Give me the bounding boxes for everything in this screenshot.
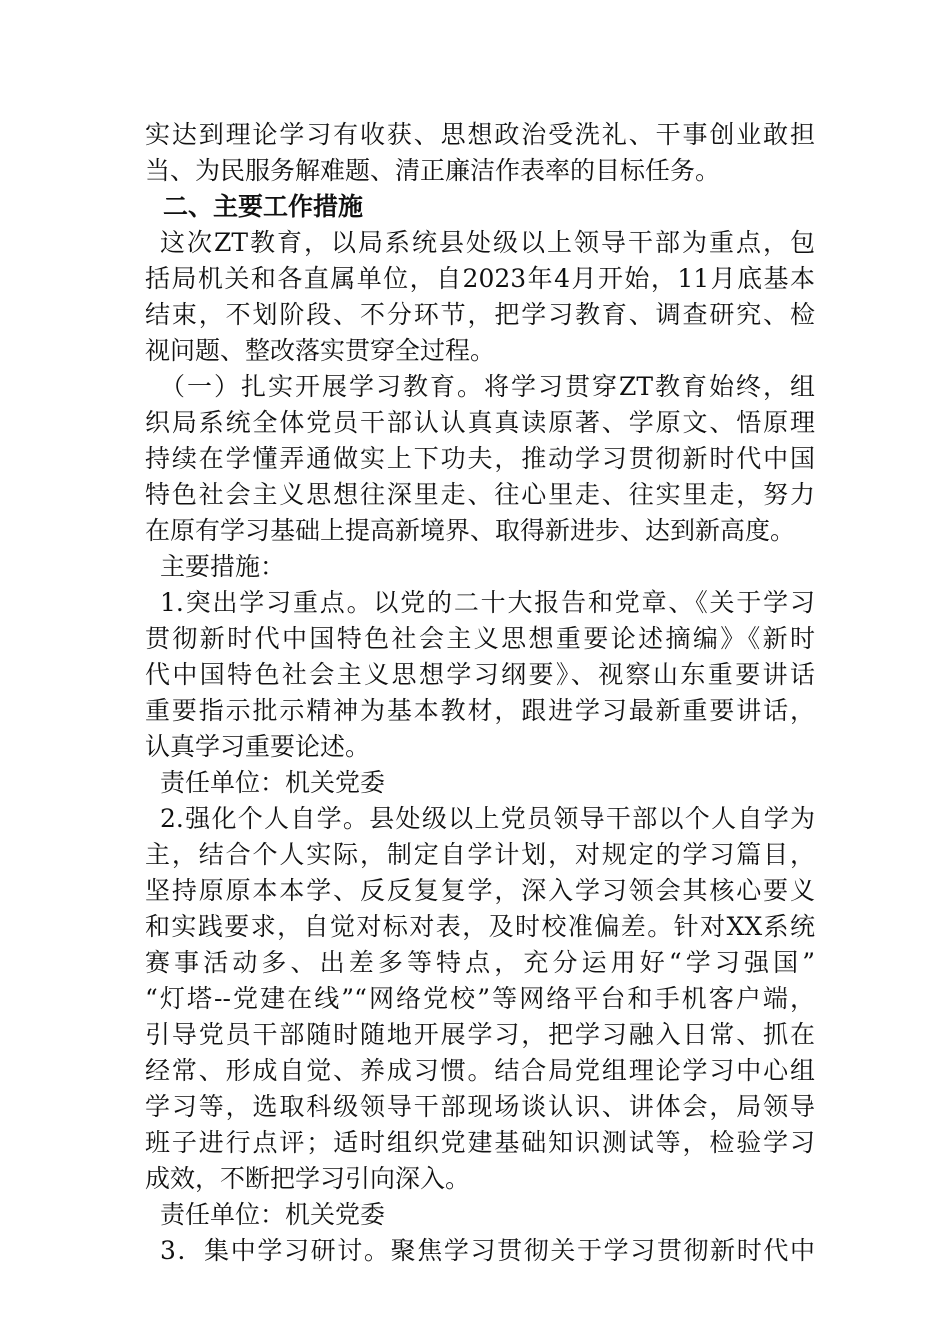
paragraph-line: 引导党员干部随时随地开展学习，把学习融入日常、抓在 [145,1020,815,1049]
paragraph-line: 重要指示批示精神为基本教材，跟进学习最新重要讲话， [145,696,815,725]
paragraph-line: 代中国特色社会主义思想学习纲要》、视察山东重要讲话 [145,660,815,689]
paragraph-line: 1.突出学习重点。以党的二十大报告和党章、《关于学习 [160,588,815,617]
responsible-unit-line: 责任单位：机关党委 [160,768,386,797]
paragraph-line: 3．集中学习研讨。聚焦学习贯彻关于学习贯彻新时代中 [160,1236,815,1265]
paragraph-line: 实达到理论学习有收获、思想政治受洗礼、干事创业敢担 [145,120,815,149]
paragraph-line: 贯彻新时代中国特色社会主义思想重要论述摘编》《新时 [145,624,815,653]
paragraph-line: 当、为民服务解难题、清正廉洁作表率的目标任务。 [145,156,721,185]
paragraph-line: 赛事活动多、出差多等特点，充分运用好“学习强国” [145,948,815,977]
section-heading: 二、主要工作措施 [163,192,364,221]
paragraph-line: 和实践要求，自觉对标对表，及时校准偏差。针对XX系统 [145,912,815,941]
paragraph-line: 经常、形成自觉、养成习惯。结合局党组理论学习中心组 [145,1056,815,1085]
paragraph-line: “灯塔--党建在线”“网络党校”等网络平台和手机客户端， [145,984,815,1013]
paragraph-line: （一）扎实开展学习教育。将学习贯穿ZT教育始终，组 [160,372,815,401]
paragraph-line: 持续在学懂弄通做实上下功夫，推动学习贯彻新时代中国 [145,444,815,473]
paragraph-line: 2.强化个人自学。县处级以上党员领导干部以个人自学为 [160,804,815,833]
paragraph-line: 坚持原原本本学、反反复复学，深入学习领会其核心要义 [145,876,815,905]
paragraph-line: 织局系统全体党员干部认认真真读原著、学原文、悟原理 [145,408,815,437]
paragraph-line: 班子进行点评；适时组织党建基础知识测试等，检验学习 [145,1128,815,1157]
paragraph-line: 主要措施： [160,552,286,581]
paragraph-line: 结束，不划阶段、不分环节，把学习教育、调查研究、检 [145,300,815,329]
paragraph-line: 视问题、整改落实贯穿全过程。 [145,336,496,365]
paragraph-line: 这次ZT教育，以局系统县处级以上领导干部为重点，包 [160,228,815,257]
paragraph-line: 特色社会主义思想往深里走、往心里走、往实里走，努力 [145,480,815,509]
paragraph-line: 成效，不断把学习引向深入。 [145,1164,471,1193]
paragraph-line: 主，结合个人实际，制定自学计划，对规定的学习篇目， [145,840,815,869]
paragraph-line: 学习等，选取科级领导干部现场谈认识、讲体会，局领导 [145,1092,815,1121]
paragraph-line: 认真学习重要论述。 [145,732,371,761]
responsible-unit-line: 责任单位：机关党委 [160,1200,386,1229]
paragraph-line: 括局机关和各直属单位，自2023年4月开始，11月底基本 [145,264,815,293]
paragraph-line: 在原有学习基础上提高新境界、取得新进步、达到新高度。 [145,516,796,545]
